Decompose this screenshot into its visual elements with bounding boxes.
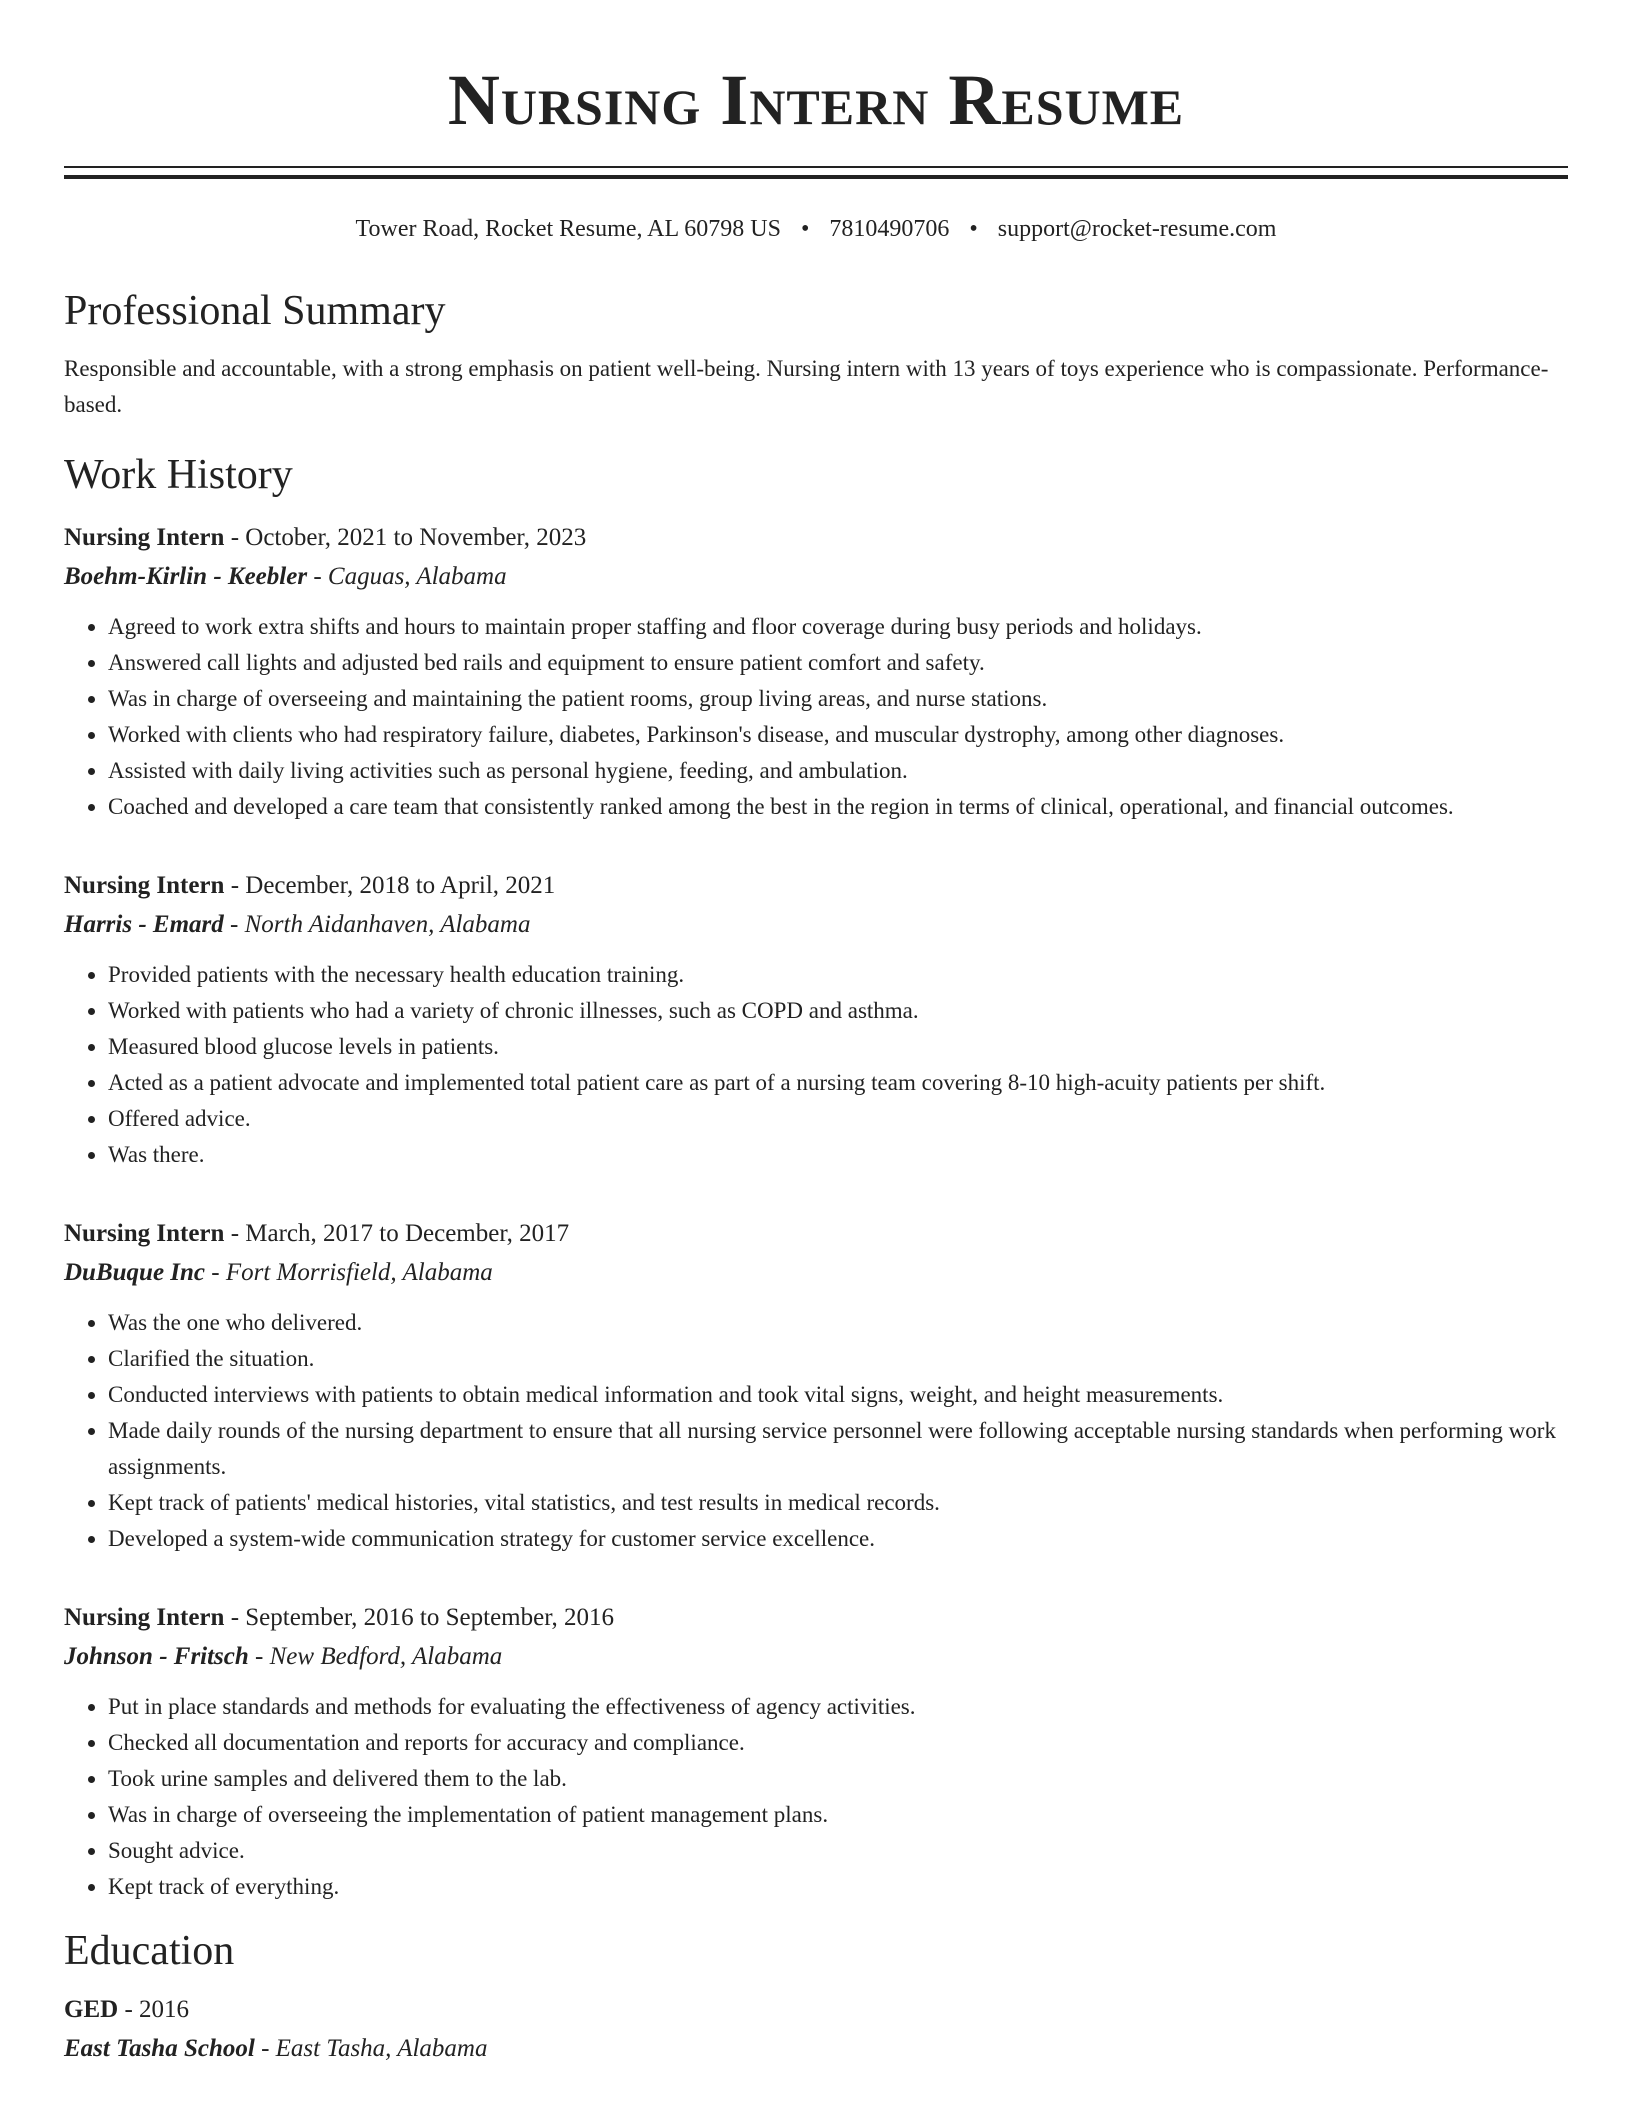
duty-item: • Assisted with daily living activities such as personal hygiene, feeding, and ambulation.: [108, 753, 1568, 789]
job-entry: [64, 519, 1568, 825]
duty-item: • Provided patients with the necessary health education training.: [108, 957, 1568, 993]
duty-item: • Worked with clients who had respiratory failure, diabetes, Parkinson's disease, and muscular dystrophy, among other diagnoses.: [108, 717, 1568, 753]
duty-item: • Was there.: [108, 1137, 1568, 1173]
duty-item: • Worked with patients who had a variety of chronic illnesses, such as COPD and asthma.: [108, 993, 1568, 1029]
contact-email: support@rocket-resume.com: [997, 216, 1277, 242]
summary-text: Responsible and accountable, with a strong emphasis on patient well-being. Nursing intern with 13 years of toys experience who is compassionate. Performance-based.: [64, 356, 1549, 417]
job-dates: - October, 2021 to November, 2023: [224, 524, 587, 551]
duty-item: • Kept track of patients' medical histories, vital statistics, and test results in medical records.: [108, 1485, 1568, 1521]
contact-address: Tower Road, Rocket Resume, AL 60798 US: [355, 216, 781, 242]
school-line: [64, 2029, 1568, 2069]
job-title: Nursing Intern: [64, 1220, 225, 1247]
school-location: - East Tasha, Alabama: [254, 2035, 488, 2062]
duty-item: • Took urine samples and delivered them to the lab.: [108, 1761, 1568, 1797]
duty-item: • Put in place standards and methods for evaluating the effectiveness of agency activities.: [108, 1689, 1568, 1725]
duty-item: • Clarified the situation.: [108, 1341, 1568, 1377]
duty-item: • Agreed to work extra shifts and hours to maintain proper staffing and floor coverage during busy periods and holidays.: [108, 609, 1568, 645]
job-title-line: [64, 867, 1568, 905]
contact-phone: 7810490706: [829, 216, 950, 242]
duty-item: • Answered call lights and adjusted bed rails and equipment to ensure patient comfort and safety.: [108, 645, 1568, 681]
employer-location: - North Aidanhaven, Alabama: [223, 911, 531, 938]
job-entry: [64, 1599, 1568, 1905]
duty-item: • Coached and developed a care team that consistently ranked among the best in the region in terms of clinical, operational, and financial outcomes.: [108, 789, 1568, 825]
duty-list: [64, 1689, 1568, 1905]
employer-line: [64, 557, 1568, 597]
school-name: East Tasha School: [64, 2035, 255, 2062]
employer-line: [64, 905, 1568, 945]
duty-item: • Kept track of everything.: [108, 1869, 1568, 1905]
duty-item: • Was the one who delivered.: [108, 1305, 1568, 1341]
duty-list: [64, 609, 1568, 825]
duty-item: • Developed a system-wide communication strategy for customer service excellence.: [108, 1521, 1568, 1557]
resume-title: Nursing Intern Resume: [447, 60, 1185, 140]
job-dates: - December, 2018 to April, 2021: [224, 872, 556, 899]
duty-item: • Conducted interviews with patients to obtain medical information and took vital signs, weight, and height measurements.: [108, 1377, 1568, 1413]
employer-name: Harris - Emard: [64, 911, 224, 938]
employer-line: [64, 1637, 1568, 1677]
employer-location: - New Bedford, Alabama: [248, 1643, 503, 1670]
job-title-line: [64, 1599, 1568, 1637]
employer-name: Boehm-Kirlin - Keebler: [64, 563, 308, 590]
employer-name: DuBuque Inc: [64, 1259, 206, 1286]
contact-separator: •: [800, 216, 810, 242]
work-history-heading: Work History: [64, 452, 293, 498]
title-divider-thick: [64, 175, 1568, 179]
duty-item: • Measured blood glucose levels in patients.: [108, 1029, 1568, 1065]
job-title: Nursing Intern: [64, 524, 225, 551]
job-title: Nursing Intern: [64, 872, 225, 899]
employer-location: - Caguas, Alabama: [307, 563, 507, 590]
duty-list: [64, 1305, 1568, 1557]
duty-item: • Acted as a patient advocate and implemented total patient care as part of a nursing team covering 8-10 high-acuity patients per shift.: [108, 1065, 1568, 1101]
duty-item: • Sought advice.: [108, 1833, 1568, 1869]
duty-item: • Was in charge of overseeing the implementation of patient management plans.: [108, 1797, 1568, 1833]
job-entry: [64, 1215, 1568, 1557]
duty-item: • Made daily rounds of the nursing department to ensure that all nursing service personnel were following acceptable nursing standards when performing work assignments.: [108, 1413, 1568, 1485]
job-title: Nursing Intern: [64, 1604, 225, 1631]
duty-list: [64, 957, 1568, 1173]
employer-name: Johnson - Fritsch: [64, 1643, 249, 1670]
job-dates: - September, 2016 to September, 2016: [224, 1604, 615, 1631]
job-title-line: [64, 1215, 1568, 1253]
employer-line: [64, 1253, 1568, 1293]
title-divider-thin: [64, 166, 1568, 168]
degree-name: GED: [64, 1996, 119, 2023]
employer-location: - Fort Morrisfield, Alabama: [205, 1259, 493, 1286]
education-heading: Education: [64, 1928, 235, 1974]
duty-item: • Offered advice.: [108, 1101, 1568, 1137]
duty-item: • Checked all documentation and reports for accuracy and compliance.: [108, 1725, 1568, 1761]
contact-line: [64, 213, 1568, 245]
degree-year: - 2016: [118, 1996, 190, 2023]
job-entry: [64, 867, 1568, 1173]
contact-separator: •: [969, 216, 978, 242]
summary-heading: Professional Summary: [64, 288, 446, 334]
degree-line: [64, 1991, 1568, 2029]
job-dates: - March, 2017 to December, 2017: [224, 1220, 570, 1247]
duty-item: • Was in charge of overseeing and maintaining the patient rooms, group living areas, and nurse stations.: [108, 681, 1568, 717]
job-title-line: [64, 519, 1568, 557]
education-entry: [64, 1991, 1568, 2069]
